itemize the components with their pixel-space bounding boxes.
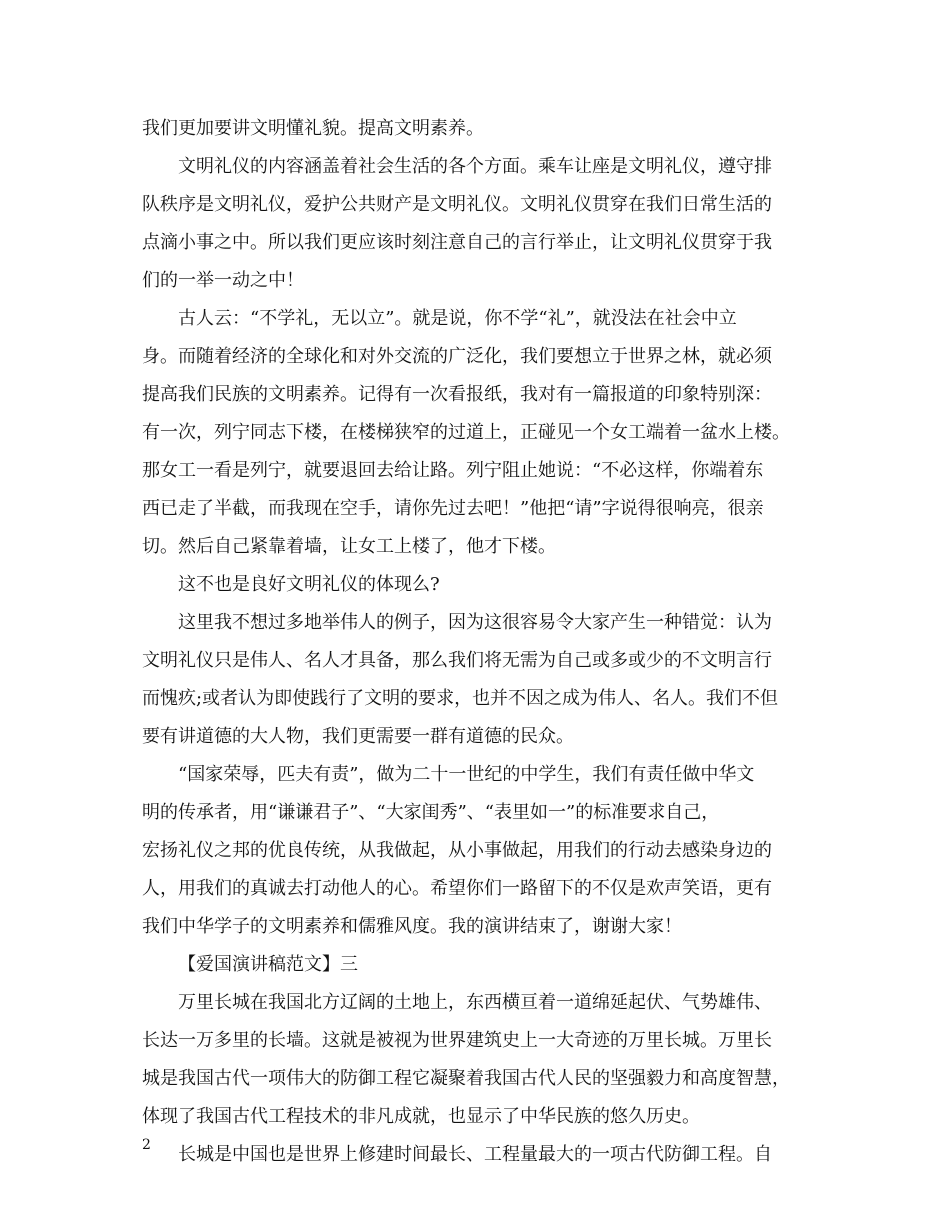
text-line: 宏扬礼仪之邦的优良传统，从我做起，从小事做起，用我们的行动去感染身边的 [142,840,772,861]
text-line: 们的一举一动之中！ [142,270,304,291]
text-line: 要有讲道德的大人物，我们更需要一群有道德的民众。 [142,726,574,747]
text-line: 明的传承者，用“谦谦君子”、“大家闺秀”、“表里如一”的标准要求自己， [142,802,720,823]
text-line: 有一次，列宁同志下楼，在楼梯狭窄的过道上，正碰见一个女工端着一盆水上楼。 [142,422,790,443]
text-line: 而愧疚;或者认为即使践行了文明的要求，也并不因之成为伟人、名人。我们不但 [142,688,779,709]
text-line: 这不也是良好文明礼仪的体现么? [178,574,440,595]
text-line: 万里长城在我国北方辽阔的土地上，东西横亘着一道绵延起伏、气势雄伟、 [178,992,772,1013]
text-line: 古人云：“不学礼，无以立”。就是说，你不学“礼”，就没法在社会中立 [178,308,737,329]
text-line: 我们中华学子的文明素养和儒雅风度。我的演讲结束了，谢谢大家！ [142,916,682,937]
text-line: 西已走了半截，而我现在空手，请你先过去吧！”他把“请”字说得很响亮，很亲 [142,498,764,519]
text-line: 文明礼仪的内容涵盖着社会生活的各个方面。乘车让座是文明礼仪，遵守排 [178,156,772,177]
text-line: 人，用我们的真诚去打动他人的心。希望你们一路留下的不仅是欢声笑语，更有 [142,878,772,899]
text-line: 队秩序是文明礼仪，爱护公共财产是文明礼仪。文明礼仪贯穿在我们日常生活的 [142,194,772,215]
text-line: 长城是中国也是世界上修建时间最长、工程量最大的一项古代防御工程。自 [178,1144,772,1165]
text-line: 这里我不想过多地举伟人的例子，因为这很容易令大家产生一种错觉：认为 [178,612,772,633]
text-line: 体现了我国古代工程技术的非凡成就，也显示了中华民族的悠久历史。 [142,1106,700,1127]
text-line: 提高我们民族的文明素养。记得有一次看报纸，我对有一篇报道的印象特别深： [142,384,772,405]
text-line: “国家荣辱，匹夫有责”，做为二十一世纪的中学生，我们有责任做中华文 [178,764,755,785]
text-line: 城是我国古代一项伟大的防御工程它凝聚着我国古代人民的坚强毅力和高度智慧， [142,1068,790,1089]
text-line: 长达一万多里的长墙。这就是被视为世界建筑史上一大奇迹的万里长城。万里长 [142,1030,772,1051]
text-line: 我们更加要讲文明懂礼貌。提高文明素养。 [142,118,484,139]
text-line: 文明礼仪只是伟人、名人才具备，那么我们将无需为自己或多或少的不文明言行 [142,650,772,671]
document-body [142,110,822,1174]
text-line: 身。而随着经济的全球化和对外交流的广泛化，我们要想立于世界之林，就必须 [142,346,772,367]
text-line: 点滴小事之中。所以我们更应该时刻注意自己的言行举止，让文明礼仪贯穿于我 [142,232,772,253]
text-line: 那女工一看是列宁，就要退回去给让路。列宁阻止她说：“不必这样，你端着东 [142,460,764,481]
page-number: 2 [142,1137,151,1153]
text-line: 切。然后自己紧靠着墙，让女工上楼了，他才下楼。 [142,536,556,557]
text-line: 【爱国演讲稿范文】三 [178,954,358,975]
